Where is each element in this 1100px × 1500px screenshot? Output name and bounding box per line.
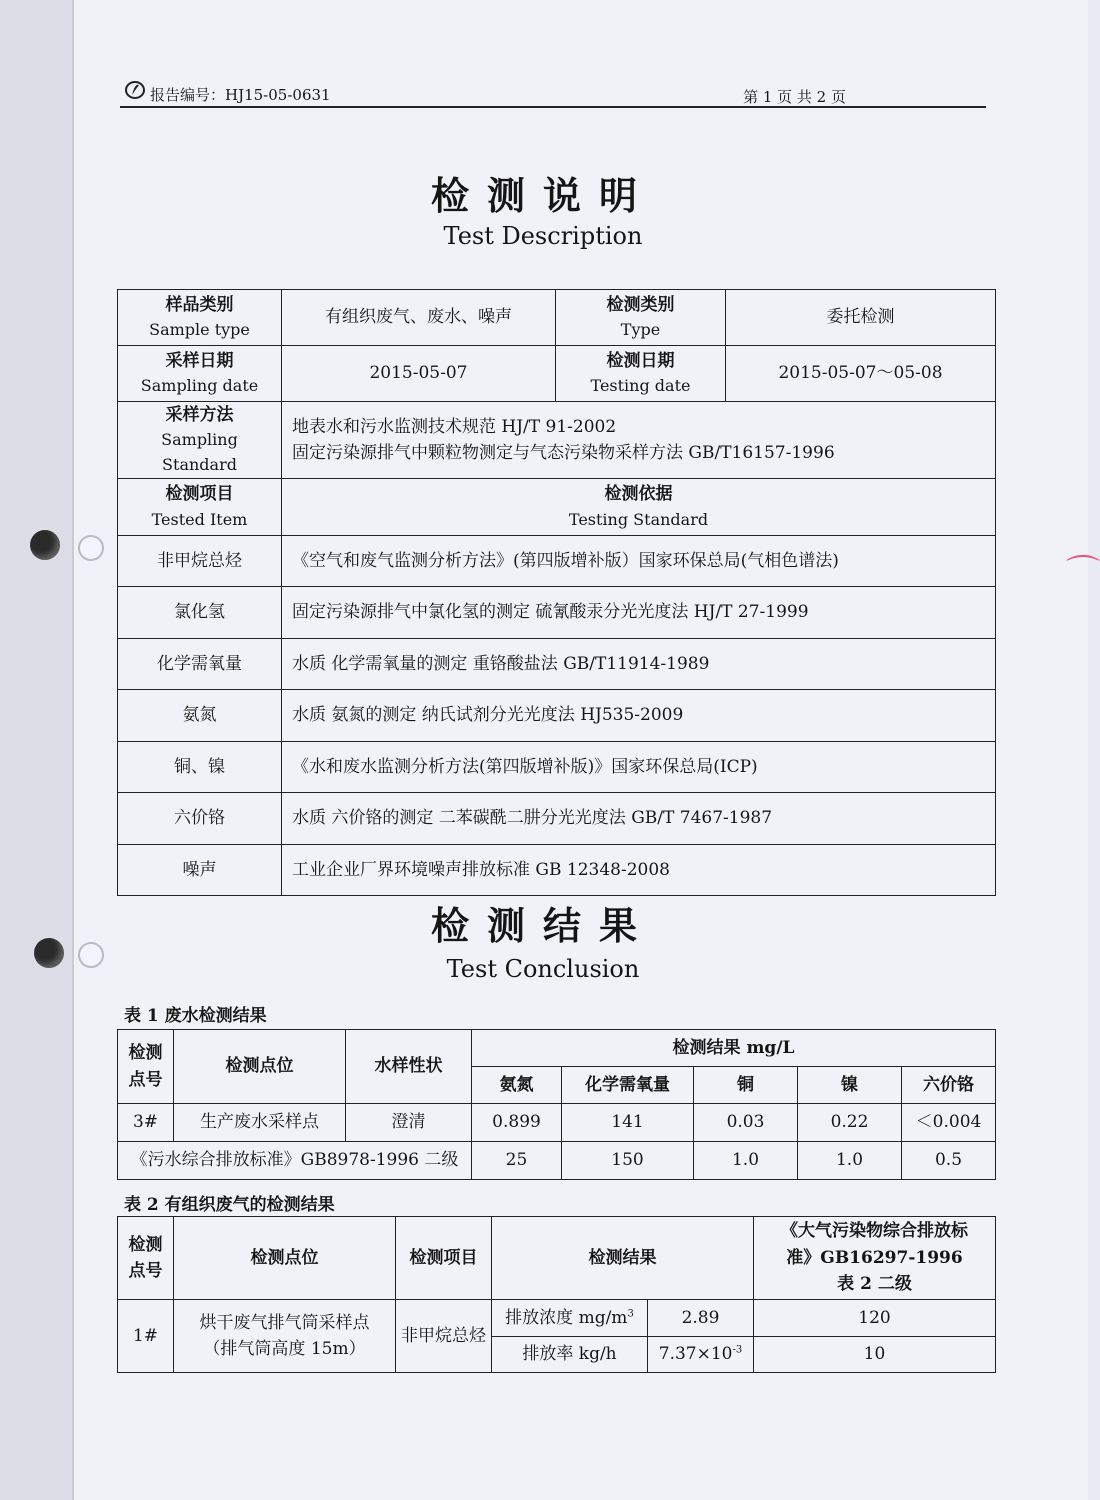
table-row xyxy=(118,792,996,844)
item-standard: 《水和废水监测分析方法(第四版增补版)》国家环保总局(ICP) xyxy=(282,741,996,792)
sampling-date-value: 2015-05-07 xyxy=(282,346,556,402)
item-standard: 水质 氨氮的测定 纳氏试剂分光光度法 HJ535-2009 xyxy=(282,689,996,741)
report-number: 报告编号：HJ15-05-0631 xyxy=(150,86,331,104)
point-name: 烘干废气排气筒采样点 （排气筒高度 15m） xyxy=(174,1300,396,1373)
point-no-header: 检测点号 xyxy=(118,1217,174,1300)
sampling-method-value: 地表水和污水监测技术规范 HJ/T 91-2002 固定污染源排气中颗粒物测定与气态污染物采样方法 GB/T16157-1996 xyxy=(282,402,996,479)
rate-label: 排放率 kg/h xyxy=(492,1337,648,1373)
standard-value: 1.0 xyxy=(694,1142,798,1180)
table-row xyxy=(118,689,996,741)
stamp-fragment: ⌒ xyxy=(1066,553,1100,593)
test-type-value: 委托检测 xyxy=(726,290,996,346)
rate-value: $7.37\times 10^{-3}$ xyxy=(648,1337,754,1373)
column-header: 化学需氧量 xyxy=(562,1067,694,1104)
result-value: 0.899 xyxy=(472,1104,562,1142)
wastewater-results-table xyxy=(117,1029,996,1180)
standard-value: 1.0 xyxy=(798,1142,902,1180)
table2-caption: 表 2 有组织废气的检测结果 xyxy=(124,1195,335,1215)
page-info: 第 1 页 共 2 页 xyxy=(743,88,846,106)
table1-caption: 表 1 废水检测结果 xyxy=(124,1006,267,1026)
item-standard: 《空气和废气监测分析方法》(第四版增补版）国家环保总局(气相色谱法) xyxy=(282,535,996,586)
item-standard: 水质 六价铬的测定 二苯碳酰二肼分光光度法 GB/T 7467-1987 xyxy=(282,792,996,844)
point-name: 生产废水采样点 xyxy=(174,1104,346,1142)
table-row xyxy=(118,844,996,895)
standard-value: 0.5 xyxy=(902,1142,996,1180)
description-title: 检测说明 xyxy=(430,173,655,218)
standard-label: 《污水综合排放标准》GB8978-1996 二级 xyxy=(118,1142,472,1180)
testing-date-label: 检测日期 Testing date xyxy=(556,346,726,402)
item-standard: 工业企业厂界环境噪声排放标准 GB 12348-2008 xyxy=(282,844,996,895)
column-header: 镍 xyxy=(798,1067,902,1104)
item-name: 六价铬 xyxy=(118,792,282,844)
concentration-value: 2.89 xyxy=(648,1300,754,1337)
punch-hole-ring xyxy=(78,535,104,561)
description-subtitle: Test Description xyxy=(443,222,643,250)
table-row xyxy=(118,535,996,586)
item-name: 氨氮 xyxy=(118,689,282,741)
point-header: 检测点位 xyxy=(174,1030,346,1104)
item-name: 铜、镍 xyxy=(118,741,282,792)
table-row xyxy=(118,1142,996,1180)
conclusion-subtitle: Test Conclusion xyxy=(446,955,640,983)
column-header: 氨氮 xyxy=(472,1067,562,1104)
result-value: ＜0.004 xyxy=(902,1104,996,1142)
standard-value: 150 xyxy=(562,1142,694,1180)
table-row xyxy=(118,741,996,792)
point-no: 3# xyxy=(118,1104,174,1142)
tested-item-header: 检测项目 Tested Item xyxy=(118,478,282,535)
sample-type-label: 样品类别 Sample type xyxy=(118,290,282,346)
punch-hole xyxy=(30,530,60,560)
sampling-method-label: 采样方法 Sampling Standard xyxy=(118,402,282,479)
concentration-standard: 120 xyxy=(754,1300,996,1337)
table-row xyxy=(118,586,996,638)
result-value: 0.22 xyxy=(798,1104,902,1142)
result-value: 141 xyxy=(562,1104,694,1142)
result-value: 0.03 xyxy=(694,1104,798,1142)
point-header: 检测点位 xyxy=(174,1217,396,1300)
company-logo-icon xyxy=(124,80,146,100)
table-row xyxy=(118,1104,996,1142)
item-standard: 固定污染源排气中氯化氢的测定 硫氰酸汞分光光度法 HJ/T 27-1999 xyxy=(282,586,996,638)
item-name: 氯化氢 xyxy=(118,586,282,638)
exhaust-gas-results-table xyxy=(117,1216,996,1373)
item-name: 化学需氧量 xyxy=(118,638,282,689)
table-row xyxy=(118,1300,996,1337)
report-header xyxy=(120,80,986,108)
result-header: 检测结果 mg/L xyxy=(472,1030,996,1067)
point-no-header: 检测点号 xyxy=(118,1030,174,1104)
result-header: 检测结果 xyxy=(492,1217,754,1300)
sampling-date-label: 采样日期 Sampling date xyxy=(118,346,282,402)
standard-header: 《大气污染物综合排放标 准》GB16297-1996 表 2 二级 xyxy=(754,1217,996,1300)
test-type-label: 检测类别 Type xyxy=(556,290,726,346)
testing-standard-header: 检测依据 Testing Standard xyxy=(282,478,996,535)
sample-type-value: 有组织废气、废水、噪声 xyxy=(282,290,556,346)
description-table xyxy=(117,289,996,896)
water-nature: 澄清 xyxy=(346,1104,472,1142)
item-header: 检测项目 xyxy=(396,1217,492,1300)
column-header: 六价铬 xyxy=(902,1067,996,1104)
item-name: 非甲烷总烃 xyxy=(396,1300,492,1373)
standard-value: 25 xyxy=(472,1142,562,1180)
item-standard: 水质 化学需氧量的测定 重铬酸盐法 GB/T11914-1989 xyxy=(282,638,996,689)
column-header: 铜 xyxy=(694,1067,798,1104)
concentration-label: 排放浓度 $mg/m^3$ xyxy=(492,1300,648,1337)
testing-date-value: 2015-05-07～05-08 xyxy=(726,346,996,402)
nature-header: 水样性状 xyxy=(346,1030,472,1104)
point-no: 1# xyxy=(118,1300,174,1373)
table-row xyxy=(118,638,996,689)
item-name: 噪声 xyxy=(118,844,282,895)
conclusion-title: 检测结果 xyxy=(430,903,655,948)
rate-standard: 10 xyxy=(754,1337,996,1373)
item-name: 非甲烷总烃 xyxy=(118,535,282,586)
